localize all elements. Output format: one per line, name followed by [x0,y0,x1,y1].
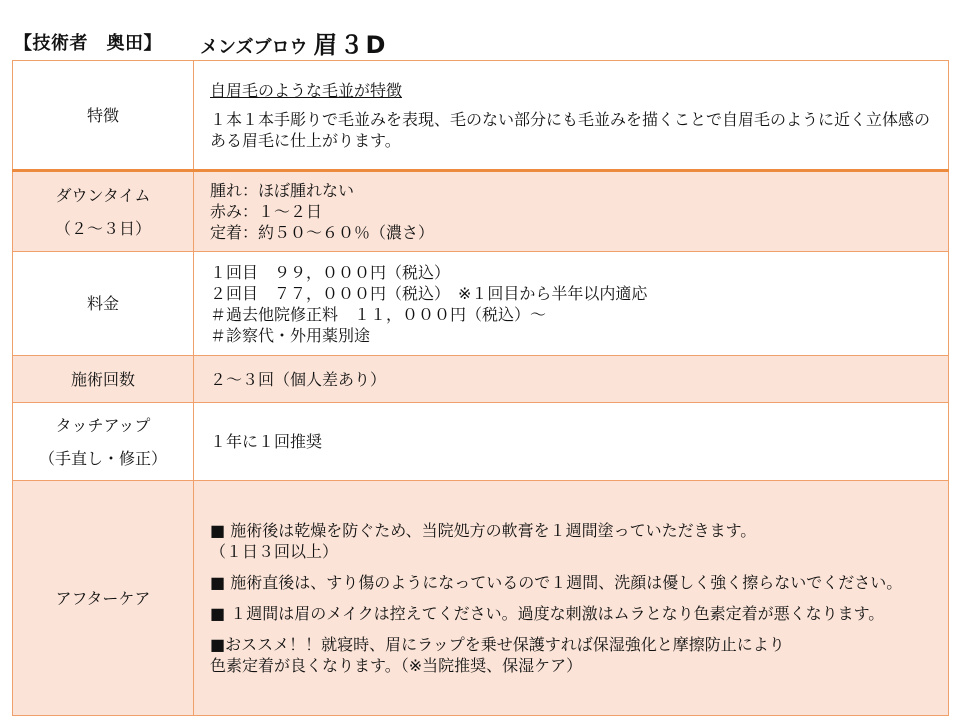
label-sessions: 施術回数 [13,356,194,403]
price-content [194,252,949,356]
label-touchup: タッチアップ [55,415,151,435]
price-second: ２回目 ７７，０００円（税込） ※１回目から半年以内適応 [210,283,648,303]
row-features [13,61,949,171]
label-downtime: ダウンタイム [55,185,151,205]
label-touchup-cell [13,403,194,481]
row-sessions [13,356,949,403]
label-features: 特徴 [13,61,194,171]
features-content [194,61,949,171]
aftercare-item-3: ■ １週間は眉のメイクは控えてください。過度な刺激はムラとなり色素定着が悪くなります。 [210,604,885,623]
price-correction: ＃過去他院修正料 １１，０００円（税込）～ [210,304,547,324]
downtime-fixation: 定着：約５０～６０％（濃さ） [210,223,435,242]
sessions-text: ２～３回（個人差あり） [194,356,949,403]
touchup-text: １年に１回推奨 [194,403,949,481]
technician-name: 【技術者 奥田】 [14,33,162,54]
title-main: 眉３D [313,30,388,59]
downtime-content [194,171,949,252]
page-title [200,25,387,60]
aftercare-item-4: ■おススメ！！就寝時、眉にラップを乗せ保護すれば保湿強化と摩擦防止により 色素定着が良くなります。（※当院推奨、保湿ケア） [210,635,785,675]
price-first: １回目 ９９，０００円（税込） [210,262,451,282]
row-downtime [13,171,949,252]
label-touchup-sub: （手直し・修正） [38,448,167,468]
aftercare-item-1: ■ 施術後は乾燥を防ぐため、当院処方の軟膏を１週間塗っていただきます。 （１日３回以上） [210,521,757,561]
downtime-redness: 赤み：１～２日 [210,202,323,221]
label-aftercare: アフターケア [13,481,194,716]
price-note: ＃診察代・外用薬別途 [210,325,371,345]
treatment-info-table [12,60,949,716]
features-text: １本１本手彫りで毛並みを表現、毛のない部分にも毛並みを描くことで自眉毛のように近く立体感のある眉毛に仕上がります。 [210,109,931,150]
aftercare-item-2: ■ 施術直後は、すり傷のようになっているので１週間、洗顔は優しく強く擦らないでください。 [210,573,903,592]
features-heading: 自眉毛のような毛並が特徴 [210,80,403,100]
row-price [13,252,949,356]
label-downtime-cell [13,171,194,252]
downtime-swelling: 腫れ：ほぼ腫れない [210,181,355,200]
label-price: 料金 [13,252,194,356]
page-header [14,26,387,58]
aftercare-content [194,481,949,716]
row-touchup [13,403,949,481]
title-prefix: メンズブロウ [200,36,308,58]
row-aftercare [13,481,949,716]
label-downtime-sub: （２～３日） [54,218,151,238]
